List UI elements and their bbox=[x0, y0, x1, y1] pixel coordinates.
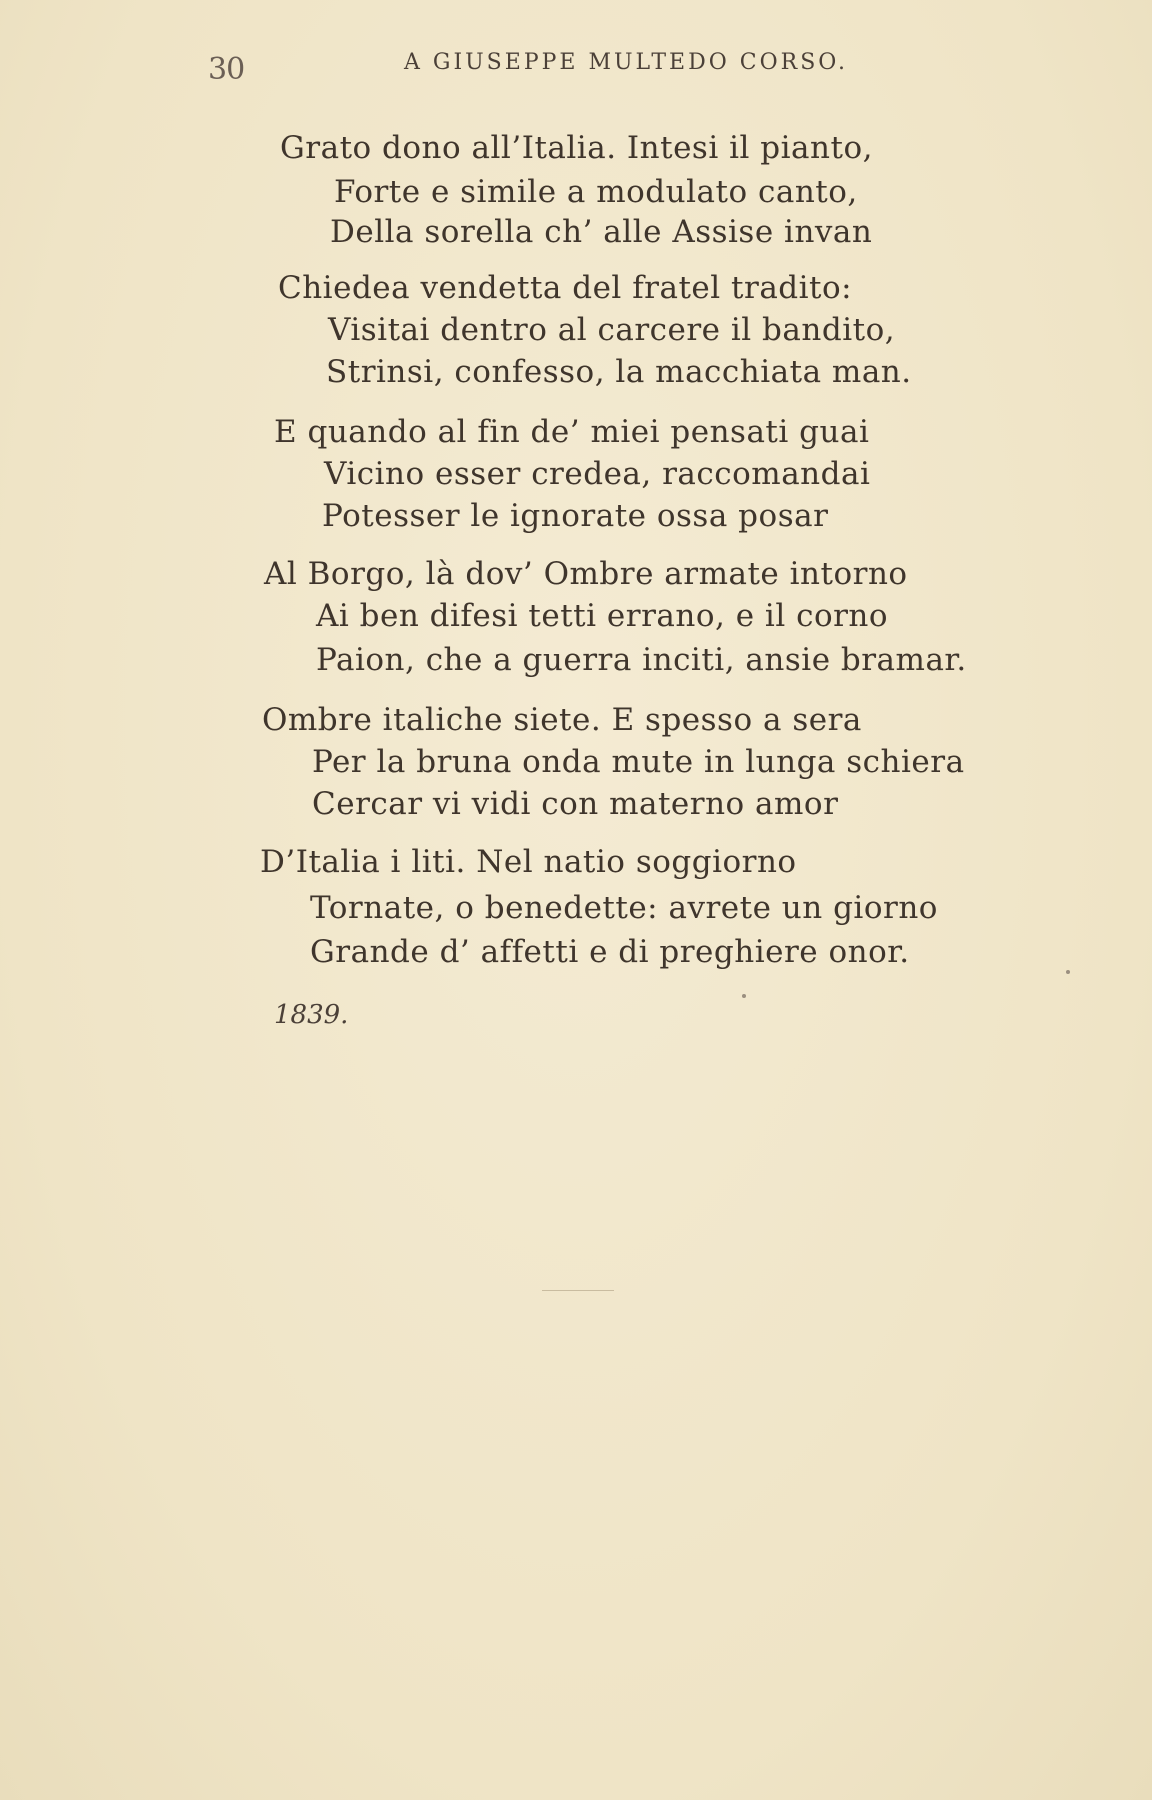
poem-line: Cercar vi vidi con materno amor bbox=[312, 786, 839, 822]
poem-line: E quando al fin de’ miei pensati guai bbox=[274, 414, 870, 450]
poem-line: Della sorella ch’ alle Assise invan bbox=[330, 214, 873, 250]
poem-line: Grato dono all’Italia. Intesi il pianto, bbox=[280, 130, 873, 166]
poem-line: Visitai dentro al carcere il bandito, bbox=[328, 312, 896, 348]
page-number: 30 bbox=[208, 52, 245, 87]
poem-line: Potesser le ignorate ossa posar bbox=[322, 498, 829, 534]
ink-speck bbox=[1066, 970, 1070, 974]
poem-line: Grande d’ affetti e di preghiere onor. bbox=[310, 934, 910, 970]
poem-line: Vicino esser credea, raccomandai bbox=[324, 456, 871, 492]
running-title: A GIUSEPPE MULTEDO CORSO. bbox=[404, 50, 849, 75]
poem-line: Al Borgo, là dov’ Ombre armate intorno bbox=[264, 556, 908, 592]
poem-date: 1839. bbox=[274, 1000, 349, 1030]
poem-line: Ombre italiche siete. E spesso a sera bbox=[262, 702, 862, 738]
closing-rule bbox=[542, 1290, 614, 1291]
poem-line: Paion, che a guerra inciti, ansie bramar. bbox=[316, 642, 967, 678]
poem-line: Forte e simile a modulato canto, bbox=[334, 174, 858, 210]
poem-line: Strinsi, confesso, la macchiata man. bbox=[326, 354, 912, 390]
poem-line: Tornate, o benedette: avrete un giorno bbox=[310, 890, 938, 926]
poem-line: D’Italia i liti. Nel natio soggiorno bbox=[260, 844, 797, 880]
poem-line: Ai ben difesi tetti errano, e il corno bbox=[316, 598, 889, 634]
poem-line: Chiedea vendetta del fratel tradito: bbox=[278, 270, 853, 306]
ink-speck bbox=[742, 994, 746, 998]
poem-line: Per la bruna onda mute in lunga schiera bbox=[312, 744, 965, 780]
